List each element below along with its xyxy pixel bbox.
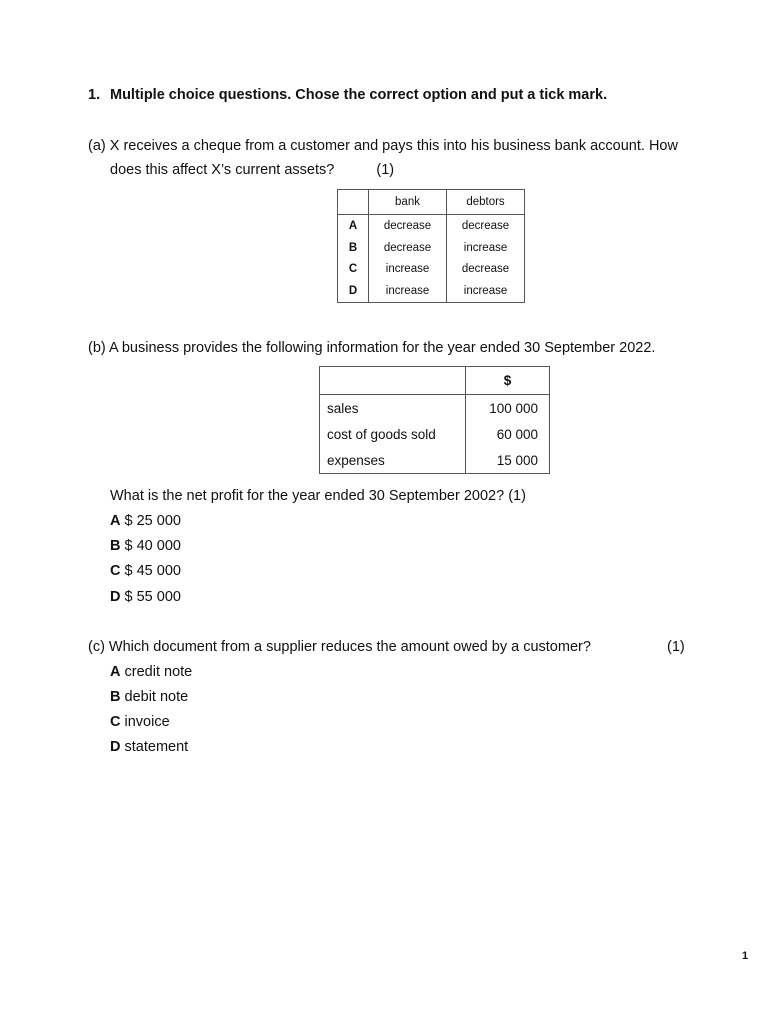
table-header-debtors: debtors bbox=[447, 190, 525, 215]
option-letter: C bbox=[110, 563, 121, 579]
option-text: $ 45 000 bbox=[120, 563, 181, 579]
option-letter: B bbox=[110, 538, 121, 554]
row-label: C bbox=[338, 259, 369, 281]
bank-cell: increase bbox=[369, 259, 447, 281]
question-a-line1: (a) X receives a cheque from a customer and pays this into his business bank account. How bbox=[88, 138, 678, 154]
option-letter: A bbox=[110, 664, 121, 680]
item-cell: sales bbox=[320, 395, 466, 422]
debtors-cell: increase bbox=[447, 280, 525, 302]
table-row bbox=[320, 421, 550, 447]
option-text: $ 25 000 bbox=[120, 513, 181, 529]
table-header-bank: bank bbox=[369, 190, 447, 215]
question-c-marks: (1) bbox=[667, 639, 685, 655]
option-letter: D bbox=[110, 739, 121, 755]
row-label: B bbox=[338, 237, 369, 259]
row-label: A bbox=[338, 215, 369, 237]
question-a-table bbox=[337, 189, 525, 303]
option-b[interactable] bbox=[110, 689, 188, 705]
option-letter: A bbox=[110, 513, 121, 529]
question-b-table bbox=[319, 366, 550, 474]
table-header-row bbox=[338, 190, 525, 215]
bank-cell: decrease bbox=[369, 215, 447, 237]
bank-cell: decrease bbox=[369, 237, 447, 259]
option-d[interactable] bbox=[110, 589, 181, 605]
option-c[interactable] bbox=[110, 563, 181, 579]
amount-cell: 15 000 bbox=[466, 447, 550, 474]
debtors-cell: decrease bbox=[447, 215, 525, 237]
debtors-cell: increase bbox=[447, 237, 525, 259]
item-cell: cost of goods sold bbox=[320, 421, 466, 447]
option-letter: C bbox=[110, 714, 121, 730]
question-b-prompt: What is the net profit for the year ended 30 September 2002? (1) bbox=[110, 488, 526, 504]
question-a-line2-text: does this affect X’s current assets? bbox=[110, 162, 335, 178]
question-c-line1: (c) Which document from a supplier reduces the amount owed by a customer? bbox=[88, 639, 591, 655]
page-number: 1 bbox=[742, 950, 749, 962]
amount-cell: 100 000 bbox=[466, 395, 550, 422]
option-letter: B bbox=[110, 689, 121, 705]
option-text: credit note bbox=[120, 664, 193, 680]
option-text: $ 55 000 bbox=[120, 589, 181, 605]
question-a-marks: (1) bbox=[376, 162, 395, 178]
option-text: debit note bbox=[120, 689, 189, 705]
item-cell: expenses bbox=[320, 447, 466, 474]
amount-cell: 60 000 bbox=[466, 421, 550, 447]
heading-text: Multiple choice questions. Chose the correct option and put a tick mark. bbox=[110, 87, 608, 103]
table-header-row bbox=[320, 367, 550, 395]
table-header-currency: $ bbox=[466, 367, 550, 395]
option-letter: D bbox=[110, 589, 121, 605]
question-number: 1. bbox=[88, 87, 101, 103]
question-b-line1: (b) A business provides the following information for the year ended 30 September 2022. bbox=[88, 340, 656, 356]
question-a-line2 bbox=[110, 162, 394, 178]
option-a[interactable] bbox=[110, 513, 181, 529]
table-row bbox=[338, 237, 525, 259]
option-c[interactable] bbox=[110, 714, 170, 730]
option-text: invoice bbox=[120, 714, 170, 730]
option-a[interactable] bbox=[110, 664, 192, 680]
option-text: $ 40 000 bbox=[120, 538, 181, 554]
option-b[interactable] bbox=[110, 538, 181, 554]
option-d[interactable] bbox=[110, 739, 188, 755]
table-row bbox=[338, 280, 525, 302]
table-row bbox=[320, 447, 550, 474]
table-header-blank bbox=[338, 190, 369, 215]
option-text: statement bbox=[120, 739, 189, 755]
bank-cell: increase bbox=[369, 280, 447, 302]
table-row bbox=[320, 395, 550, 422]
table-header-item bbox=[320, 367, 466, 395]
table-row bbox=[338, 259, 525, 281]
debtors-cell: decrease bbox=[447, 259, 525, 281]
table-row bbox=[338, 215, 525, 237]
row-label: D bbox=[338, 280, 369, 302]
question-heading bbox=[88, 87, 607, 103]
